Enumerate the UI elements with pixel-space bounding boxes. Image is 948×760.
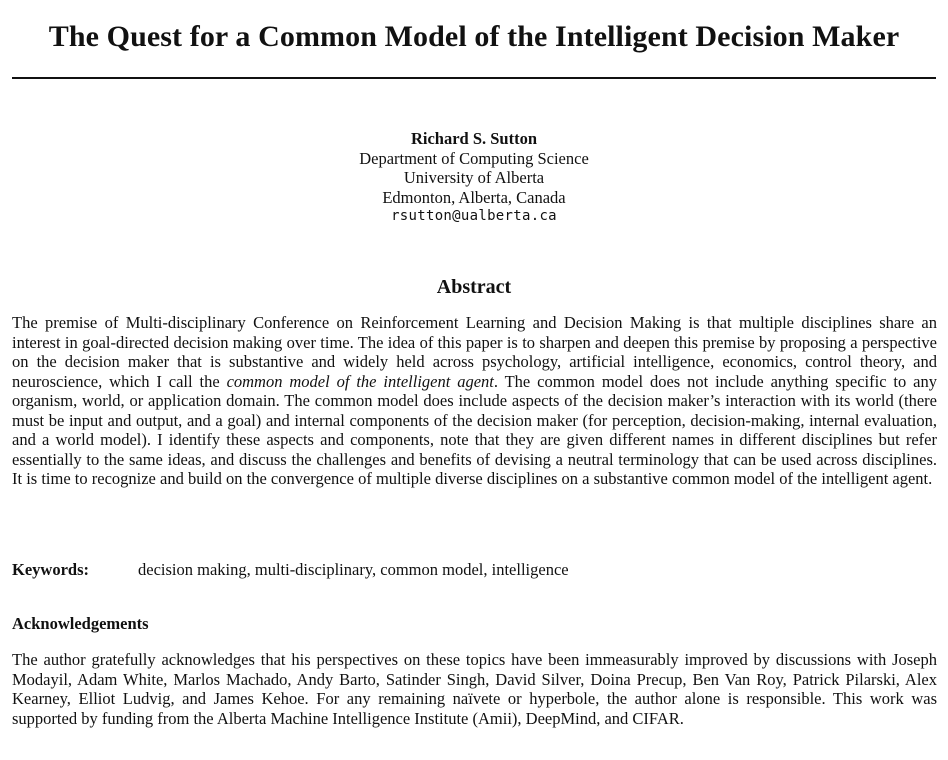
abstract-body [12, 313, 937, 489]
author-block [0, 129, 948, 227]
keywords-label: Keywords: [12, 560, 89, 579]
author-university: University of Alberta [403, 168, 545, 188]
author-location: Edmonton, Alberta, Canada [382, 187, 566, 207]
keywords-line [12, 560, 937, 580]
keywords-value: decision making, multi-disciplinary, common model, intelligence [138, 560, 569, 579]
title-rule [12, 77, 936, 79]
author-name: Richard S. Sutton [410, 129, 538, 148]
acknowledgements-heading: Acknowledgements [12, 614, 149, 633]
acknowledgements-body: The author gratefully acknowledges that his perspectives on these topics have been immeasurably improved by discussions with Joseph Modayil, Adam White, Marlos Machado, Andy Barto, Satinder Singh, David Silver, Doina Precup, Ben Van Roy, Patrick Pilarski, Alex Kearney, Elliot Ludvig, and James Kehoe. For any remaining naïvete or hyperbole, the author alone is responsible. This work was supported by funding from the Alberta Machine Intelligence Institute (Amii), DeepMind, and CIFAR. [12, 650, 937, 728]
abstract-text-part1: The premise of Multi-disciplinary Conference on Reinforcement Learning and Decision Making is that multiple disciplines share an interest in goal-directed decision making over time. The idea of this paper is to sharpen and deepen this premise by proposing a perspective on the decision maker that is substantive and widely held across psychology, artificial intelligence, economics, control theory, and neuroscience, which I call the [12, 313, 937, 391]
abstract-text-italic: common model of the intelligent agent [226, 371, 494, 391]
paper-title: The Quest for a Common Model of the Intelligent Decision Maker [48, 20, 900, 53]
abstract-text-part2: . The common model does not include anything specific to any organism, world, or application domain. The common model does include aspects of the decision maker’s interaction with its world (there must be input and output, and a goal) and internal components of the decision maker (for perception, decision-making, internal evaluation, and a world model). I identify these aspects and components, note that they are given different names in different disciplines but refer essentially to the same ideas, and discuss the challenges and benefits of devising a neutral terminology that can be used across disciplines. It is time to recognize and build on the convergence of multiple diverse disciplines on a substantive common model of the intelligent agent. [12, 371, 937, 488]
author-email: rsutton@ualberta.ca [391, 208, 557, 225]
author-department: Department of Computing Science [359, 148, 589, 168]
abstract-heading: Abstract [436, 276, 512, 298]
